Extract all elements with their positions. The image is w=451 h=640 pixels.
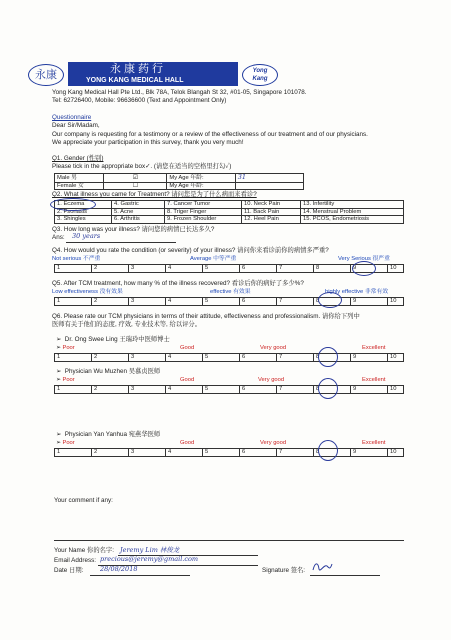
illness-item[interactable]: 9. Frozen Shoulder bbox=[165, 216, 242, 224]
scale-cell[interactable]: 8 bbox=[314, 298, 351, 306]
q6-title-2: 医师有关于他们的态度, 疗效, 专业技术等, 给以评分。 bbox=[52, 321, 202, 328]
illness-item[interactable]: 2. Psoriasis bbox=[55, 208, 112, 216]
scale-cell[interactable]: 2 bbox=[92, 386, 129, 394]
male-label: Male 男 bbox=[55, 174, 104, 183]
age-value[interactable] bbox=[235, 174, 303, 183]
scale-cell[interactable]: 2 bbox=[92, 265, 129, 273]
physician-1-excellent: Excellent bbox=[362, 345, 386, 351]
age-value-2[interactable] bbox=[235, 182, 303, 190]
scale-cell[interactable]: 1 bbox=[55, 265, 92, 273]
scale-cell[interactable]: 9 bbox=[351, 449, 388, 457]
scale-cell[interactable]: 8 bbox=[314, 386, 351, 394]
q5-high-label: highly effective 非常有效 bbox=[325, 289, 389, 295]
badge-line-1: Yong bbox=[252, 68, 268, 74]
eczema-circle-mark bbox=[50, 198, 96, 211]
scale-cell[interactable]: 9 bbox=[351, 386, 388, 394]
scale-cell[interactable]: 10 bbox=[388, 265, 404, 273]
q3-answer[interactable]: 30 years bbox=[72, 232, 101, 240]
female-check-mark: ☐ bbox=[132, 182, 138, 189]
company-tel: Tel: 62726400, Mobile: 96636600 (Text and Appointment Only) bbox=[52, 97, 227, 104]
scale-cell[interactable]: 2 bbox=[92, 298, 129, 306]
greeting: Dear Sir/Madam, bbox=[52, 122, 100, 129]
scale-cell[interactable]: 6 bbox=[240, 265, 277, 273]
questionnaire-title: Questionnaire bbox=[52, 114, 92, 121]
illness-item[interactable]: 5. Acne bbox=[112, 208, 165, 216]
date-value[interactable]: 28/08/2018 bbox=[100, 565, 138, 573]
q6-title: Q6. Please rate our TCM physicians in terms of their attitude, effectiveness and professionalism. 请你给下列中 bbox=[52, 313, 360, 320]
physician-2-name: ➢ Physician Wu Muzhen 吴慕贞医师 bbox=[56, 368, 161, 375]
intro-line-2: We appreciate your participation in this survey, thank you very much! bbox=[52, 139, 244, 146]
scale-cell[interactable]: 1 bbox=[55, 386, 92, 394]
comment-line bbox=[54, 540, 404, 541]
male-check-mark: ☑ bbox=[132, 174, 138, 181]
male-checkbox[interactable] bbox=[104, 174, 167, 183]
scale-cell[interactable]: 7 bbox=[277, 386, 314, 394]
illness-item[interactable]: 3. Shingles bbox=[55, 216, 112, 224]
name-label: Your Name 你的名字: bbox=[54, 547, 114, 554]
scale-cell[interactable]: 9 bbox=[351, 354, 388, 362]
signature-line bbox=[310, 575, 380, 576]
scale-cell[interactable]: 4 bbox=[166, 298, 203, 306]
scale-cell[interactable]: 1 bbox=[55, 298, 92, 306]
female-label: Female 女 bbox=[55, 182, 104, 190]
poor-label: Poor bbox=[62, 440, 75, 446]
physician-3-name: ➢ Physician Yan Yanhua 宛燕华医师 bbox=[56, 431, 161, 438]
illness-item[interactable]: 11. Back Pain bbox=[242, 208, 301, 216]
email-label: Email Address: bbox=[54, 557, 96, 564]
q5-mid-label: effective 有效果 bbox=[210, 289, 251, 295]
physician-1-good: Good bbox=[180, 345, 195, 351]
q4-high-label: Very Serious 很严重 bbox=[338, 256, 390, 262]
age-label-2: My Age 年龄: bbox=[167, 182, 235, 190]
q4-selection-mark bbox=[352, 261, 376, 276]
physician-3-good: Good bbox=[180, 440, 195, 446]
physician-3-selection-mark bbox=[318, 440, 338, 461]
illness-item[interactable]: 15. PCOS, Endometriosis bbox=[301, 216, 404, 224]
scale-cell[interactable]: 6 bbox=[240, 449, 277, 457]
scale-cell[interactable]: 7 bbox=[277, 298, 314, 306]
brand-name-en: YONG KANG MEDICAL HALL bbox=[86, 77, 184, 84]
scale-cell[interactable]: 10 bbox=[388, 298, 404, 306]
intro-line-1: Our company is requesting for a testimony or a review of the effectiveness of our treatment and of our physicians. bbox=[52, 131, 368, 138]
q2-title: Q2. What illness you came for Treatment? 请问您是为了什么病而来看诊? bbox=[52, 191, 257, 198]
physician-1-name: ➢ Dr. Ong Swee Ling 王瑞玲中医师博士 bbox=[56, 336, 170, 343]
q5-selection-mark bbox=[318, 292, 342, 308]
q4-low-label: Not serious 不严重 bbox=[52, 256, 101, 262]
scale-cell[interactable]: 5 bbox=[203, 354, 240, 362]
illness-item[interactable]: 4. Gastric bbox=[112, 201, 165, 209]
physician-2-excellent: Excellent bbox=[362, 377, 386, 383]
scale-cell[interactable]: 7 bbox=[277, 449, 314, 457]
physician-2-poor: ➢ Poor bbox=[56, 377, 75, 383]
q3-ans-label: Ans: bbox=[52, 234, 65, 241]
date-line bbox=[90, 575, 190, 576]
brand-name-cn: 永康药行 bbox=[110, 62, 166, 75]
scale-cell[interactable]: 2 bbox=[92, 354, 129, 362]
illness-item[interactable]: 13. Infertility bbox=[301, 201, 404, 209]
badge-line-2: Kang bbox=[252, 76, 268, 82]
physician-3-scale bbox=[54, 448, 404, 457]
physician-2-good: Good bbox=[180, 377, 195, 383]
physician-3-very-good: Very good bbox=[260, 440, 287, 446]
scale-cell[interactable]: 7 bbox=[277, 354, 314, 362]
scale-cell[interactable]: 5 bbox=[203, 449, 240, 457]
scale-cell[interactable]: 9 bbox=[351, 265, 388, 273]
scale-cell[interactable]: 2 bbox=[92, 449, 129, 457]
q5-title: Q5. After TCM treatment, how many % of the illness recovered? 看诊后你的病好了多少%? bbox=[52, 280, 304, 287]
age-label: My Age 年龄: bbox=[167, 174, 235, 183]
q3-answer-line bbox=[66, 242, 176, 243]
q1-instruction: Please tick in the appropriate box✓. (请您在适当的空格里打勾✓) bbox=[52, 163, 232, 170]
date-label: Date 日期: bbox=[54, 567, 84, 574]
logo: 永康 bbox=[28, 64, 64, 86]
physician-3-excellent: Excellent bbox=[362, 440, 386, 446]
physician-2-very-good: Very good bbox=[258, 377, 285, 383]
physician-2-selection-mark bbox=[318, 378, 338, 399]
poor-label: Poor bbox=[62, 377, 75, 383]
physician-name: Dr. Ong Swee Ling 王瑞玲中医师博士 bbox=[64, 336, 170, 343]
q2-illness-table bbox=[54, 200, 404, 224]
scale-cell[interactable]: 3 bbox=[129, 386, 166, 394]
scale-cell[interactable]: 5 bbox=[203, 386, 240, 394]
scale-cell[interactable]: 10 bbox=[388, 449, 404, 457]
physician-1-poor: ➢ Poor bbox=[56, 345, 75, 351]
illness-item[interactable]: 8. Triger Finger bbox=[165, 208, 242, 216]
scale-cell[interactable]: 6 bbox=[240, 386, 277, 394]
scale-cell[interactable]: 3 bbox=[129, 449, 166, 457]
illness-item[interactable]: 12. Heel Pain bbox=[242, 216, 301, 224]
illness-item[interactable]: 1. Eczema bbox=[55, 201, 112, 209]
illness-item[interactable]: 7. Cancer Tumor bbox=[165, 201, 242, 209]
scale-cell[interactable]: 10 bbox=[388, 354, 404, 362]
scale-cell[interactable]: 1 bbox=[55, 354, 92, 362]
q4-title: Q4. How would you rate the condition (or severity) of your illness? 请问你来看诊前你的病情多严重? bbox=[52, 247, 329, 254]
scale-cell[interactable]: 10 bbox=[388, 386, 404, 394]
scale-cell[interactable]: 6 bbox=[240, 298, 277, 306]
physician-3-poor: ➢ Poor bbox=[56, 440, 75, 446]
scale-cell[interactable]: 6 bbox=[240, 354, 277, 362]
signature-label: Signature 签名: bbox=[262, 567, 306, 574]
scale-cell[interactable]: 8 bbox=[314, 265, 351, 273]
email-value[interactable]: precious@jeremy@gmail.com bbox=[100, 555, 199, 563]
scale-cell[interactable]: 7 bbox=[277, 265, 314, 273]
q5-low-label: Low effectiveness 没有效果 bbox=[52, 289, 123, 295]
signature-scribble bbox=[310, 560, 334, 574]
scale-cell[interactable]: 9 bbox=[351, 298, 388, 306]
physician-1-very-good: Very good bbox=[260, 345, 287, 351]
scale-cell[interactable]: 4 bbox=[166, 449, 203, 457]
brand-badge bbox=[242, 64, 278, 86]
scale-cell[interactable]: 5 bbox=[203, 298, 240, 306]
scale-cell[interactable]: 8 bbox=[314, 449, 351, 457]
female-checkbox[interactable] bbox=[104, 182, 167, 190]
company-address: Yong Kang Medical Hall Pte Ltd., Blk 78A, Telok Blangah St 32, #01-05, Singapore 101078. bbox=[52, 89, 307, 96]
scale-cell[interactable]: 4 bbox=[166, 265, 203, 273]
poor-label: Poor bbox=[62, 345, 75, 351]
physician-name: Physician Wu Muzhen 吴慕贞医师 bbox=[64, 368, 161, 375]
name-value[interactable]: Jeremy Lim 林俊龙 bbox=[120, 546, 180, 554]
physician-1-scale bbox=[54, 353, 404, 362]
q5-scale bbox=[54, 297, 404, 306]
illness-item[interactable]: 10. Neck Pain bbox=[242, 201, 301, 209]
comment-label: Your comment if any: bbox=[54, 497, 113, 504]
age-handwritten: 31 bbox=[237, 173, 246, 181]
scale-cell[interactable]: 1 bbox=[55, 449, 92, 457]
scale-cell[interactable]: 3 bbox=[129, 354, 166, 362]
q1-gender-table bbox=[54, 173, 304, 190]
scale-cell[interactable]: 3 bbox=[129, 298, 166, 306]
physician-2-scale bbox=[54, 385, 404, 394]
illness-item[interactable]: 6. Arthritis bbox=[112, 216, 165, 224]
q3-title: Q3. How long was your illness? 请问您的病情已长达多久? bbox=[52, 226, 215, 233]
q1-title: Q1. Gender (性别) bbox=[52, 155, 104, 162]
physician-name: Physician Yan Yanhua 宛燕华医师 bbox=[64, 431, 161, 438]
scale-cell[interactable]: 4 bbox=[166, 354, 203, 362]
physician-1-selection-mark bbox=[318, 347, 338, 367]
scale-cell[interactable]: 8 bbox=[314, 354, 351, 362]
scale-cell[interactable]: 4 bbox=[166, 386, 203, 394]
scale-cell[interactable]: 5 bbox=[203, 265, 240, 273]
illness-item[interactable]: 14. Menstrual Problem bbox=[301, 208, 404, 216]
scale-cell[interactable]: 3 bbox=[129, 265, 166, 273]
q4-mid-label: Average 中等严重 bbox=[190, 256, 237, 262]
